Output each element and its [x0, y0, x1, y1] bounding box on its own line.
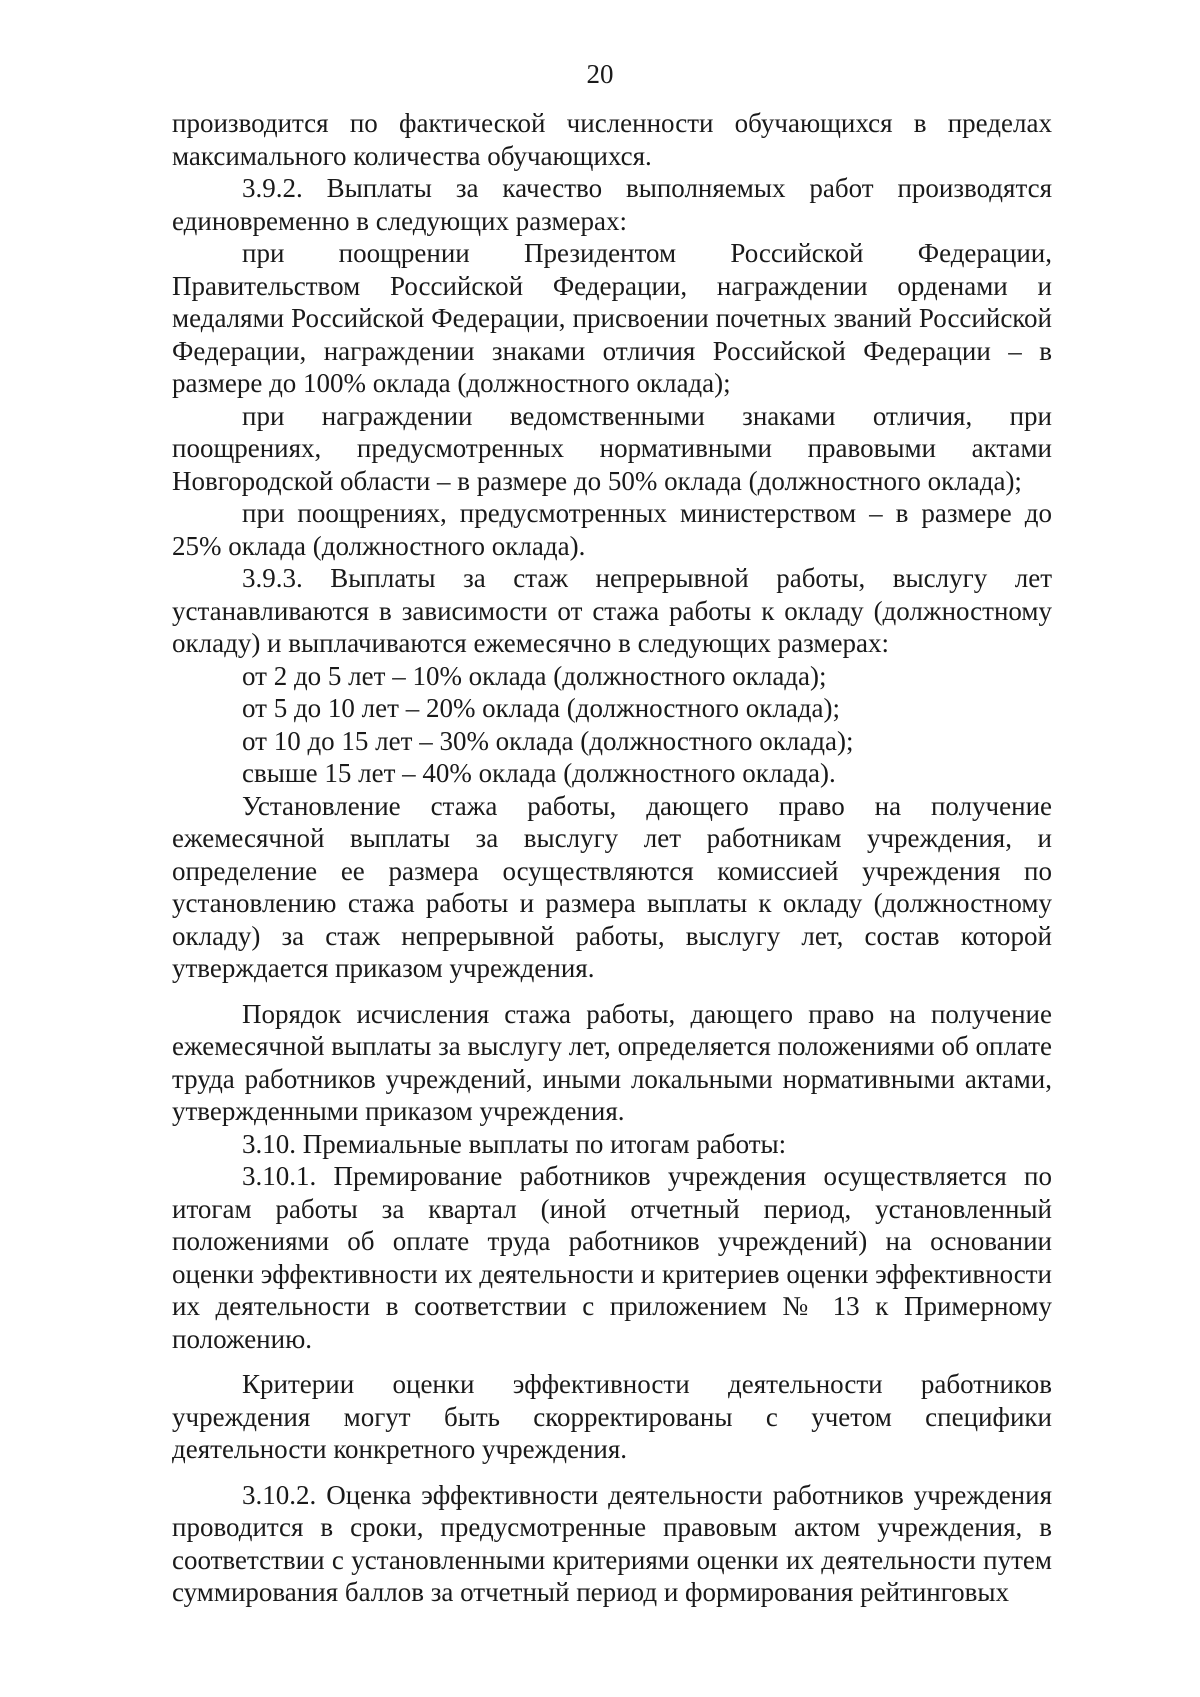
- paragraph-seniority-calculation: Порядок исчисления стажа работы, дающего право на получение ежемесячной выплаты за выслугу лет, определяется положениями об оплате труда работников учреждений, иными локальными нормативными актами, утвержденными приказом учреждения.: [172, 998, 1052, 1126]
- paragraph-seniority-commission: Установление стажа работы, дающего право на получение ежемесячной выплаты за выслугу лет работникам учреждения, и определение ее размера осуществляются комиссией учреждения по установлению стажа работы и размера выплаты к окладу (должностному окладу) за стаж непрерывной работы, выслугу лет, состав которой утверждается приказом учреждения.: [172, 790, 1052, 983]
- paragraph-3-10-1: 3.10.1. Премирование работников учреждения осуществляется по итогам работы за квартал (иной отчетный период, установленный положениями об оплате труда работников учреждений) на основании оценки эффективности их деятельности и критериев оценки эффективности их деятельности в соответствии с приложением № 13 к Примерному положению.: [172, 1161, 1052, 1354]
- paragraph-ministry-awards: при поощрениях, предусмотренных министерством – в размере до 25% оклада (должностного оклада).: [172, 498, 1052, 561]
- list-item-seniority-10-15: от 10 до 15 лет – 30% оклада (должностного оклада);: [242, 725, 854, 756]
- document-body: [172, 107, 1052, 1609]
- paragraph-3-9-2: 3.9.2. Выплаты за качество выполняемых работ производятся единовременно в следующих размерах:: [172, 173, 1052, 236]
- paragraph-federal-awards: при поощрении Президентом Российской Федерации, Правительством Российской Федерации, награждении орденами и медалями Российской Федерации, присвоении почетных званий Российской Федерации, награждении знаками отличия Российской Федерации – в размере до 100% оклада (должностного оклада);: [172, 238, 1052, 398]
- paragraph-continuation: производится по фактической численности обучающихся в пределах максимального количества обучающихся.: [172, 108, 1052, 171]
- page-number: 20: [586, 59, 614, 89]
- paragraph-departmental-awards: при награждении ведомственными знаками отличия, при поощрениях, предусмотренных нормативными правовыми актами Новгородской области – в размере до 50% оклада (должностного оклада);: [172, 400, 1052, 496]
- list-item-seniority-2-5: от 2 до 5 лет – 10% оклада (должностного оклада);: [242, 660, 827, 691]
- list-item-seniority-over-15: свыше 15 лет – 40% оклада (должностного оклада).: [242, 758, 836, 788]
- paragraph-criteria-adjustment: Критерии оценки эффективности деятельности работников учреждения могут быть скорректированы с учетом специфики деятельности конкретного учреждения.: [172, 1369, 1052, 1464]
- paragraph-3-10-2: 3.10.2. Оценка эффективности деятельности работников учреждения проводится в сроки, предусмотренные правовым актом учреждения, в соответствии с установленными критериями оценки их деятельности путем суммирования баллов за отчетный период и формирования рейтинговых: [172, 1479, 1052, 1607]
- paragraph-3-9-3: 3.9.3. Выплаты за стаж непрерывной работы, выслугу лет устанавливаются в зависимости от стажа работы к окладу (должностному окладу) и выплачиваются ежемесячно в следующих размерах:: [172, 563, 1052, 658]
- paragraph-3-10: 3.10. Премиальные выплаты по итогам работы:: [242, 1128, 787, 1159]
- list-item-seniority-5-10: от 5 до 10 лет – 20% оклада (должностного оклада);: [242, 693, 841, 723]
